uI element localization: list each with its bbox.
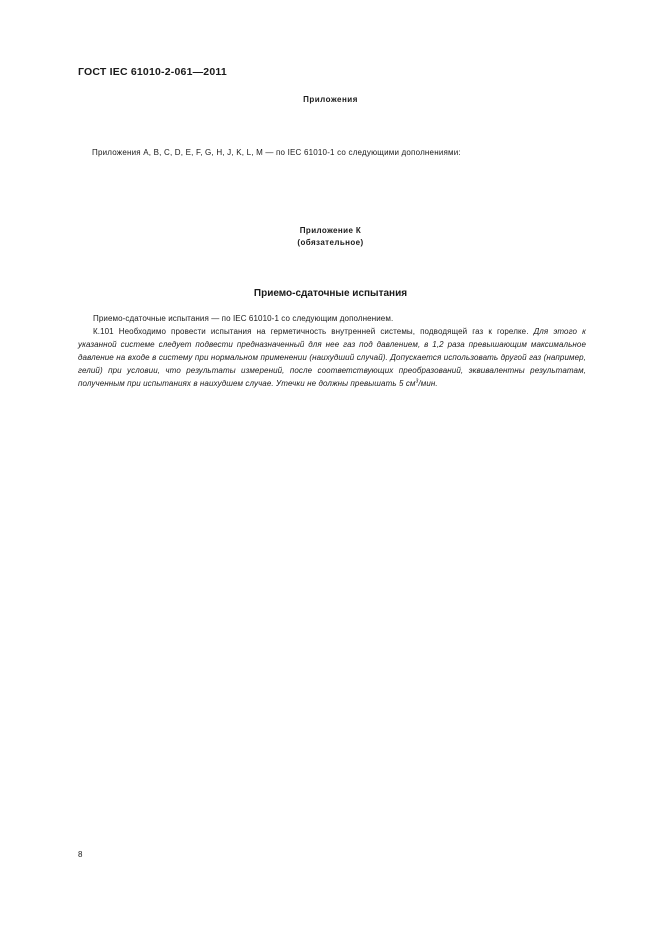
document-code: ГОСТ IEC 61010-2-061—2011	[78, 66, 227, 78]
appendices-title: Приложения	[303, 95, 358, 104]
paragraph-2-lead: К.101 Необходимо провести испытания на герметичность внутренней системы, подводящей газ к горелке.	[93, 327, 529, 336]
paragraph-2-italic: Для этого к указанной системе следует подвести предназначенный для нее газ под давлением, в 1,2 раза превышающим максимальное давление на входе в систему при нормальном применении (наихудший случай). Допускается использовать другой газ (например, гелий) при условии, что результаты измерений, после соответствующих преобразований, эквивалентны результатам, полученным при испытаниях в наихудшем случае. Утечки не должны превышать 5 см	[78, 327, 586, 388]
appendices-intro: Приложения A, B, C, D, E, F, G, H, J, K, L, M — по IEC 61010-1 со следующими дополнениями:	[92, 148, 461, 157]
unit-superscript: 3	[415, 378, 419, 385]
paragraph-1: Приемо-сдаточные испытания — по IEC 61010-1 со следующим дополнением.	[93, 314, 394, 323]
annex-heading	[0, 225, 661, 249]
paragraph-2-tail: /мин.	[418, 379, 438, 388]
section-title: Приемо-сдаточные испытания	[253, 288, 408, 299]
annex-body	[78, 312, 586, 390]
page-number: 8	[78, 850, 83, 859]
annex-title: Приложение К	[299, 226, 362, 235]
annex-status: (обязательное)	[297, 238, 364, 247]
paragraph-2	[78, 325, 586, 390]
